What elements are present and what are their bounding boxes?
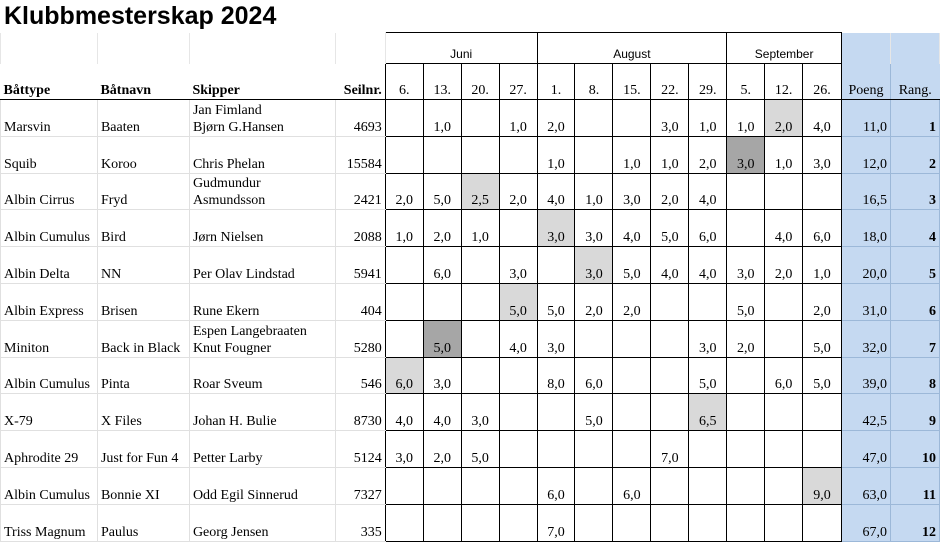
race-score-cell: 2,0 bbox=[423, 210, 461, 247]
race-score-cell bbox=[727, 357, 765, 394]
race-score-cell bbox=[689, 467, 727, 504]
race-score-cell: 4,0 bbox=[423, 394, 461, 431]
boat-name-cell: Bird bbox=[97, 210, 189, 247]
blank-header-cell bbox=[335, 33, 385, 64]
race-score-cell: 4,0 bbox=[689, 173, 727, 210]
blank-header-cell bbox=[890, 33, 939, 64]
boat-name-cell: Paulus bbox=[97, 504, 189, 541]
boat-type-cell: Aphrodite 29 bbox=[1, 431, 98, 468]
points-cell: 12,0 bbox=[842, 136, 891, 173]
race-score-cell: 5,0 bbox=[689, 357, 727, 394]
race-score-cell bbox=[461, 136, 499, 173]
blank-header-cell bbox=[842, 33, 891, 64]
rank-cell: 3 bbox=[890, 173, 939, 210]
boat-type-cell: Miniton bbox=[1, 320, 98, 357]
race-score-cell: 1,0 bbox=[689, 100, 727, 137]
skipper-cell bbox=[189, 136, 335, 173]
table-row bbox=[1, 100, 940, 137]
skipper-name: Petter Larby bbox=[192, 450, 263, 466]
month-label: August bbox=[537, 33, 727, 64]
race-score-cell bbox=[537, 431, 575, 468]
race-score-cell: 3,0 bbox=[423, 357, 461, 394]
boat-name-cell: Bonnie XI bbox=[97, 467, 189, 504]
co-skipper-name: Knut Fougner bbox=[192, 340, 272, 356]
race-score-cell: 2,0 bbox=[765, 247, 803, 284]
race-score-cell bbox=[461, 504, 499, 541]
race-score-cell bbox=[537, 394, 575, 431]
race-score-cell: 2,0 bbox=[765, 100, 803, 137]
race-score-cell: 3,0 bbox=[803, 136, 842, 173]
race-score-cell bbox=[423, 283, 461, 320]
race-score-cell bbox=[727, 431, 765, 468]
race-score-cell bbox=[727, 173, 765, 210]
table-row bbox=[1, 247, 940, 284]
skipper-name: Roar Sveum bbox=[192, 377, 263, 393]
race-score-cell: 4,0 bbox=[613, 210, 651, 247]
skipper-cell bbox=[189, 100, 335, 137]
race-score-cell: 1,0 bbox=[385, 210, 423, 247]
race-score-cell bbox=[689, 283, 727, 320]
skipper-cell bbox=[189, 320, 335, 357]
skipper-cell bbox=[189, 247, 335, 284]
race-score-cell bbox=[765, 173, 803, 210]
race-score-cell bbox=[651, 283, 689, 320]
race-score-cell: 8,0 bbox=[537, 357, 575, 394]
race-score-cell: 2,0 bbox=[803, 283, 842, 320]
sail-no-cell: 5280 bbox=[335, 320, 385, 357]
skipper-cell bbox=[189, 467, 335, 504]
race-score-cell bbox=[651, 320, 689, 357]
race-score-cell: 1,0 bbox=[537, 136, 575, 173]
race-score-cell bbox=[423, 136, 461, 173]
month-label: Juni bbox=[385, 33, 537, 64]
skipper-cell bbox=[189, 431, 335, 468]
blank-header-cell bbox=[97, 33, 189, 64]
boat-name-cell: Fryd bbox=[97, 173, 189, 210]
boat-type-cell: Albin Delta bbox=[1, 247, 98, 284]
points-cell: 20,0 bbox=[842, 247, 891, 284]
rank-cell: 12 bbox=[890, 504, 939, 541]
skipper-cell bbox=[189, 504, 335, 541]
race-score-cell bbox=[499, 136, 537, 173]
rank-cell: 1 bbox=[890, 100, 939, 137]
boat-name-cell: Just for Fun 4 bbox=[97, 431, 189, 468]
race-score-cell: 4,0 bbox=[689, 247, 727, 284]
race-score-cell: 6,0 bbox=[537, 467, 575, 504]
table-row bbox=[1, 394, 940, 431]
race-score-cell: 5,0 bbox=[461, 431, 499, 468]
race-score-cell bbox=[461, 247, 499, 284]
rank-cell: 5 bbox=[890, 247, 939, 284]
table-row bbox=[1, 173, 940, 210]
race-score-cell: 3,0 bbox=[537, 210, 575, 247]
results-table bbox=[0, 32, 940, 542]
points-cell: 18,0 bbox=[842, 210, 891, 247]
table-row bbox=[1, 283, 940, 320]
rank-cell: 10 bbox=[890, 431, 939, 468]
race-score-cell: 1,0 bbox=[727, 100, 765, 137]
race-score-cell: 9,0 bbox=[803, 467, 842, 504]
race-score-cell: 6,5 bbox=[689, 394, 727, 431]
points-cell: 39,0 bbox=[842, 357, 891, 394]
race-score-cell bbox=[575, 504, 613, 541]
sail-no-cell: 2088 bbox=[335, 210, 385, 247]
race-score-cell bbox=[765, 283, 803, 320]
race-score-cell: 4,0 bbox=[803, 100, 842, 137]
skipper-cell bbox=[189, 394, 335, 431]
race-score-cell bbox=[385, 247, 423, 284]
race-score-cell bbox=[423, 467, 461, 504]
boat-type-cell: Triss Magnum bbox=[1, 504, 98, 541]
race-score-cell: 6,0 bbox=[765, 357, 803, 394]
race-score-cell bbox=[461, 357, 499, 394]
table-row bbox=[1, 320, 940, 357]
race-score-cell: 2,0 bbox=[651, 173, 689, 210]
race-score-cell bbox=[537, 247, 575, 284]
race-score-cell: 1,0 bbox=[575, 173, 613, 210]
skipper-name: Chris Phelan bbox=[192, 156, 265, 172]
race-score-cell: 3,0 bbox=[575, 247, 613, 284]
points-cell: 63,0 bbox=[842, 467, 891, 504]
race-score-cell: 1,0 bbox=[613, 136, 651, 173]
table-row bbox=[1, 136, 940, 173]
boat-type-cell: Albin Cirrus bbox=[1, 173, 98, 210]
boat-type-cell: Albin Cumulus bbox=[1, 357, 98, 394]
race-score-cell bbox=[385, 320, 423, 357]
rank-cell: 9 bbox=[890, 394, 939, 431]
race-score-cell: 6,0 bbox=[423, 247, 461, 284]
points-cell: 31,0 bbox=[842, 283, 891, 320]
sail-no-cell: 5124 bbox=[335, 431, 385, 468]
race-date-header: 15. bbox=[613, 64, 651, 100]
race-score-cell: 5,0 bbox=[803, 357, 842, 394]
points-cell: 67,0 bbox=[842, 504, 891, 541]
skipper-cell bbox=[189, 210, 335, 247]
race-score-cell bbox=[651, 394, 689, 431]
table-row bbox=[1, 357, 940, 394]
race-score-cell bbox=[461, 467, 499, 504]
race-score-cell: 7,0 bbox=[651, 431, 689, 468]
race-score-cell: 1,0 bbox=[499, 100, 537, 137]
month-header-row bbox=[1, 33, 940, 64]
race-score-cell: 2,0 bbox=[727, 320, 765, 357]
race-score-cell: 6,0 bbox=[385, 357, 423, 394]
skipper-name: Espen Langebraaten bbox=[192, 323, 307, 339]
race-score-cell bbox=[651, 357, 689, 394]
rank-cell: 4 bbox=[890, 210, 939, 247]
boat-name-cell: Back in Black bbox=[97, 320, 189, 357]
sail-no-cell: 2421 bbox=[335, 173, 385, 210]
race-score-cell bbox=[385, 136, 423, 173]
points-header: Poeng bbox=[842, 64, 891, 100]
race-score-cell bbox=[575, 320, 613, 357]
race-score-cell: 5,0 bbox=[613, 247, 651, 284]
race-score-cell bbox=[423, 504, 461, 541]
race-score-cell: 7,0 bbox=[537, 504, 575, 541]
race-score-cell bbox=[803, 394, 842, 431]
race-score-cell bbox=[803, 504, 842, 541]
race-date-header: 29. bbox=[689, 64, 727, 100]
table-row bbox=[1, 431, 940, 468]
skipper-name: Jørn Nielsen bbox=[192, 230, 264, 246]
race-date-header: 26. bbox=[803, 64, 842, 100]
race-date-header: 6. bbox=[385, 64, 423, 100]
race-score-cell: 3,0 bbox=[575, 210, 613, 247]
race-score-cell bbox=[499, 357, 537, 394]
race-score-cell: 5,0 bbox=[537, 283, 575, 320]
race-score-cell bbox=[575, 136, 613, 173]
points-cell: 47,0 bbox=[842, 431, 891, 468]
sail-no-cell: 7327 bbox=[335, 467, 385, 504]
skipper-cell bbox=[189, 357, 335, 394]
points-cell: 32,0 bbox=[842, 320, 891, 357]
race-score-cell: 1,0 bbox=[651, 136, 689, 173]
race-score-cell: 4,0 bbox=[499, 320, 537, 357]
race-score-cell bbox=[803, 173, 842, 210]
rank-cell: 6 bbox=[890, 283, 939, 320]
race-score-cell bbox=[461, 283, 499, 320]
co-skipper-name: Bjørn G.Hansen bbox=[192, 119, 284, 135]
race-score-cell bbox=[385, 504, 423, 541]
column-header-row bbox=[1, 64, 940, 100]
table-row bbox=[1, 467, 940, 504]
boat-name-cell: Baaten bbox=[97, 100, 189, 137]
race-score-cell: 1,0 bbox=[803, 247, 842, 284]
table-row bbox=[1, 504, 940, 541]
race-score-cell: 3,0 bbox=[385, 431, 423, 468]
skipper-header: Skipper bbox=[189, 64, 335, 100]
race-score-cell bbox=[499, 504, 537, 541]
race-score-cell: 1,0 bbox=[423, 100, 461, 137]
race-score-cell: 4,0 bbox=[385, 394, 423, 431]
points-cell: 42,5 bbox=[842, 394, 891, 431]
race-score-cell: 3,0 bbox=[537, 320, 575, 357]
race-score-cell: 2,0 bbox=[537, 100, 575, 137]
race-score-cell bbox=[385, 283, 423, 320]
race-score-cell: 2,0 bbox=[385, 173, 423, 210]
race-score-cell bbox=[765, 504, 803, 541]
race-date-header: 8. bbox=[575, 64, 613, 100]
race-score-cell bbox=[689, 504, 727, 541]
race-score-cell bbox=[613, 431, 651, 468]
boat-type-header: Båttype bbox=[1, 64, 98, 100]
race-score-cell bbox=[613, 100, 651, 137]
sail-no-cell: 8730 bbox=[335, 394, 385, 431]
race-score-cell: 1,0 bbox=[765, 136, 803, 173]
skipper-name: Odd Egil Sinnerud bbox=[192, 487, 298, 503]
points-cell: 16,5 bbox=[842, 173, 891, 210]
boat-name-header: Båtnavn bbox=[97, 64, 189, 100]
race-score-cell bbox=[765, 467, 803, 504]
race-date-header: 12. bbox=[765, 64, 803, 100]
race-score-cell: 6,0 bbox=[575, 357, 613, 394]
skipper-name: Per Olav Lindstad bbox=[192, 266, 295, 282]
race-score-cell: 2,0 bbox=[613, 283, 651, 320]
race-score-cell: 5,0 bbox=[727, 283, 765, 320]
race-score-cell bbox=[765, 431, 803, 468]
race-score-cell: 2,5 bbox=[461, 173, 499, 210]
skipper-name: Jan Fimland bbox=[192, 102, 262, 118]
sail-no-cell: 15584 bbox=[335, 136, 385, 173]
boat-type-cell: Albin Express bbox=[1, 283, 98, 320]
race-score-cell: 2,0 bbox=[423, 431, 461, 468]
boat-type-cell: Squib bbox=[1, 136, 98, 173]
race-score-cell: 2,0 bbox=[499, 173, 537, 210]
skipper-name: Johan H. Bulie bbox=[192, 414, 277, 430]
race-score-cell: 3,0 bbox=[689, 320, 727, 357]
points-cell: 11,0 bbox=[842, 100, 891, 137]
race-score-cell: 5,0 bbox=[423, 320, 461, 357]
boat-type-cell: Albin Cumulus bbox=[1, 210, 98, 247]
boat-name-cell: Pinta bbox=[97, 357, 189, 394]
race-score-cell: 5,0 bbox=[803, 320, 842, 357]
race-score-cell: 5,0 bbox=[651, 210, 689, 247]
race-date-header: 22. bbox=[651, 64, 689, 100]
race-score-cell bbox=[613, 394, 651, 431]
race-score-cell bbox=[575, 467, 613, 504]
race-score-cell bbox=[727, 467, 765, 504]
rank-cell: 8 bbox=[890, 357, 939, 394]
boat-name-cell: NN bbox=[97, 247, 189, 284]
race-score-cell bbox=[499, 431, 537, 468]
race-score-cell bbox=[461, 320, 499, 357]
race-score-cell: 6,0 bbox=[803, 210, 842, 247]
race-score-cell bbox=[651, 467, 689, 504]
race-score-cell bbox=[385, 467, 423, 504]
race-date-header: 27. bbox=[499, 64, 537, 100]
race-score-cell: 2,0 bbox=[575, 283, 613, 320]
race-score-cell bbox=[613, 357, 651, 394]
sail-no-cell: 335 bbox=[335, 504, 385, 541]
skipper-cell bbox=[189, 173, 335, 210]
race-score-cell: 3,0 bbox=[651, 100, 689, 137]
race-score-cell: 5,0 bbox=[423, 173, 461, 210]
skipper-name: Georg Jensen bbox=[192, 524, 269, 540]
skipper-cell bbox=[189, 283, 335, 320]
race-score-cell bbox=[499, 210, 537, 247]
race-score-cell bbox=[689, 431, 727, 468]
race-score-cell: 6,0 bbox=[689, 210, 727, 247]
race-score-cell bbox=[765, 394, 803, 431]
race-score-cell bbox=[803, 431, 842, 468]
race-score-cell bbox=[613, 504, 651, 541]
sail-no-header: Seilnr. bbox=[335, 64, 385, 100]
boat-name-cell: Koroo bbox=[97, 136, 189, 173]
race-score-cell: 4,0 bbox=[651, 247, 689, 284]
sail-no-cell: 546 bbox=[335, 357, 385, 394]
race-score-cell bbox=[575, 431, 613, 468]
race-score-cell bbox=[499, 394, 537, 431]
race-score-cell: 6,0 bbox=[613, 467, 651, 504]
race-score-cell: 5,0 bbox=[575, 394, 613, 431]
rank-cell: 7 bbox=[890, 320, 939, 357]
race-score-cell: 3,0 bbox=[727, 247, 765, 284]
race-score-cell bbox=[765, 320, 803, 357]
skipper-name: Gudmundur bbox=[192, 176, 261, 192]
race-score-cell: 4,0 bbox=[765, 210, 803, 247]
page-title: Klubbmesterskap 2024 bbox=[4, 2, 277, 30]
race-score-cell: 3,0 bbox=[499, 247, 537, 284]
race-score-cell: 1,0 bbox=[461, 210, 499, 247]
race-score-cell: 2,0 bbox=[689, 136, 727, 173]
race-score-cell: 3,0 bbox=[727, 136, 765, 173]
co-skipper-name: Asmundsson bbox=[192, 193, 266, 209]
sail-no-cell: 5941 bbox=[335, 247, 385, 284]
race-score-cell: 4,0 bbox=[537, 173, 575, 210]
race-score-cell bbox=[727, 210, 765, 247]
race-date-header: 5. bbox=[727, 64, 765, 100]
boat-type-cell: X-79 bbox=[1, 394, 98, 431]
rank-cell: 2 bbox=[890, 136, 939, 173]
rank-header: Rang. bbox=[890, 64, 939, 100]
boat-name-cell: X Files bbox=[97, 394, 189, 431]
race-score-cell bbox=[651, 504, 689, 541]
race-score-cell: 5,0 bbox=[499, 283, 537, 320]
month-label: September bbox=[727, 33, 842, 64]
table-row bbox=[1, 210, 940, 247]
blank-header-cell bbox=[1, 33, 98, 64]
boat-type-cell: Marsvin bbox=[1, 100, 98, 137]
skipper-name: Rune Ekern bbox=[192, 303, 260, 319]
boat-name-cell: Brisen bbox=[97, 283, 189, 320]
race-score-cell bbox=[727, 394, 765, 431]
sail-no-cell: 4693 bbox=[335, 100, 385, 137]
boat-type-cell: Albin Cumulus bbox=[1, 467, 98, 504]
rank-cell: 11 bbox=[890, 467, 939, 504]
race-score-cell: 3,0 bbox=[613, 173, 651, 210]
race-date-header: 13. bbox=[423, 64, 461, 100]
race-score-cell bbox=[499, 467, 537, 504]
blank-header-cell bbox=[189, 33, 335, 64]
race-score-cell bbox=[385, 100, 423, 137]
race-date-header: 20. bbox=[461, 64, 499, 100]
race-score-cell bbox=[727, 504, 765, 541]
race-score-cell bbox=[461, 100, 499, 137]
race-date-header: 1. bbox=[537, 64, 575, 100]
race-score-cell: 3,0 bbox=[461, 394, 499, 431]
sail-no-cell: 404 bbox=[335, 283, 385, 320]
race-score-cell bbox=[575, 100, 613, 137]
race-score-cell bbox=[613, 320, 651, 357]
